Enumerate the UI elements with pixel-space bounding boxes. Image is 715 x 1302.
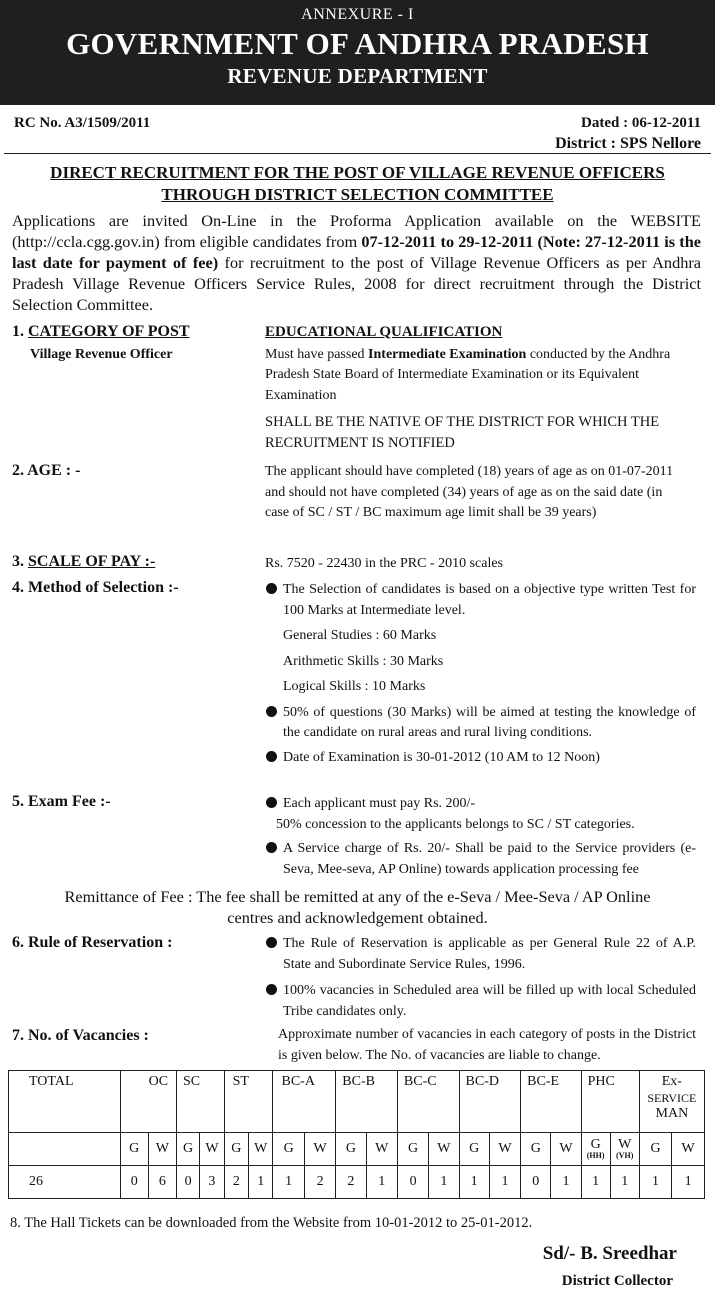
fee-details bbox=[266, 794, 696, 880]
bullet-icon bbox=[266, 706, 277, 717]
vacancy-values-row bbox=[9, 1166, 705, 1199]
reservation-bullet-2-text: 100% vacancies in Scheduled area will be filled up with local Scheduled Tribe candidates only. bbox=[283, 983, 696, 1019]
method-bullet-2 bbox=[266, 703, 696, 744]
w-label: W bbox=[551, 1133, 581, 1166]
w-label: W bbox=[366, 1133, 397, 1166]
intro-paragraph bbox=[12, 210, 701, 315]
fee-label: 5. Exam Fee :- bbox=[12, 793, 111, 810]
st-w: 1 bbox=[249, 1166, 273, 1199]
w-label: W bbox=[429, 1133, 459, 1166]
category-label bbox=[12, 322, 190, 344]
edu-heading: EDUCATIONAL QUALIFICATION bbox=[265, 324, 503, 340]
method-bullet-1 bbox=[266, 580, 696, 621]
signature-title: District Collector bbox=[561, 1273, 673, 1289]
bc-e-w: 1 bbox=[551, 1166, 581, 1199]
header-ex-serviceman bbox=[639, 1071, 704, 1133]
bullet-icon bbox=[266, 583, 277, 594]
header-phc: PHC bbox=[581, 1071, 639, 1133]
bullet-icon bbox=[266, 984, 277, 995]
pay-heading: SCALE OF PAY :- bbox=[28, 553, 156, 570]
marks-arithmetic: Arithmetic Skills : 30 Marks bbox=[283, 653, 444, 669]
department-title: REVENUE DEPARTMENT bbox=[227, 64, 488, 88]
g-label: G bbox=[521, 1133, 551, 1166]
notification-title bbox=[0, 162, 715, 206]
remittance-line-2: centres and acknowledgement obtained. bbox=[227, 908, 488, 927]
reservation-bullet-1-text: The Rule of Reservation is applicable as per General Rule 22 of A.P. State and Subordinate Service Rules, 1996. bbox=[283, 936, 696, 972]
fee-bullet-1 bbox=[266, 794, 696, 815]
w-label: W bbox=[249, 1133, 273, 1166]
man-label: MAN bbox=[655, 1106, 689, 1121]
header-oc: OC bbox=[120, 1071, 176, 1133]
g-label: G bbox=[397, 1133, 428, 1166]
hall-tickets-note: 8. The Hall Tickets can be downloaded from the Website from 10-01-2012 to 25-01-2012. bbox=[10, 1215, 533, 1231]
age-text: The applicant should have completed (18) years of age as on 01-07-2011 and should not have completed (34) years of age as on the said date (in case of SC / ST / BC maximum age limit shall be 39 years) bbox=[265, 464, 674, 520]
w-label: W bbox=[200, 1133, 224, 1166]
g-label: G bbox=[590, 1137, 601, 1152]
edu-text bbox=[265, 345, 695, 407]
g-label: G bbox=[120, 1133, 148, 1166]
header-bc-e: BC-E bbox=[521, 1071, 581, 1133]
reservation-bullet-1 bbox=[266, 934, 696, 975]
intro-text-2: for recruitment to the post of Village Revenue Officers as per Andhra Pradesh Village Revenue Officers Service Rules, 2008 for direct recruitment through the District Selection Committee. bbox=[12, 253, 701, 314]
title-line-1: DIRECT RECRUITMENT FOR THE POST OF VILLAGE REVENUE OFFICERS bbox=[50, 163, 665, 182]
fee-concession: 50% concession to the applicants belongs to SC / ST categories. bbox=[276, 816, 635, 832]
header-bc-a: BC-A bbox=[273, 1071, 336, 1133]
g-label: G bbox=[459, 1133, 489, 1166]
vh-label: (VH) bbox=[616, 1151, 634, 1160]
bc-b-g: 2 bbox=[336, 1166, 366, 1199]
ex-label: Ex- bbox=[661, 1074, 682, 1089]
bc-a-w: 2 bbox=[304, 1166, 335, 1199]
reservation-label: 6. Rule of Reservation : bbox=[12, 934, 173, 951]
sc-w: 3 bbox=[200, 1166, 224, 1199]
age-label: 2. AGE : - bbox=[12, 462, 81, 479]
w-label: W bbox=[148, 1133, 176, 1166]
g-label: G bbox=[336, 1133, 366, 1166]
header-bc-b: BC-B bbox=[336, 1071, 398, 1133]
bc-d-w: 1 bbox=[489, 1166, 520, 1199]
reservation-bullet-2 bbox=[266, 981, 696, 1022]
w-label: W bbox=[618, 1137, 632, 1152]
phc-g: 1 bbox=[581, 1166, 610, 1199]
edu-text-2: conducted by the Andhra Pradesh State Board of Intermediate Examination or its Equivalent Examination bbox=[265, 346, 671, 403]
method-label: 4. Method of Selection :- bbox=[12, 579, 179, 596]
phc-w: 1 bbox=[610, 1166, 639, 1199]
rc-number: RC No. A3/1509/2011 bbox=[14, 115, 151, 131]
g-label: G bbox=[273, 1133, 304, 1166]
vacancies-text: Approximate number of vacancies in each category of posts in the District is given below. The No. of vacancies are liable to change. bbox=[278, 1027, 696, 1063]
vacancy-table bbox=[8, 1070, 705, 1199]
w-label: W bbox=[304, 1133, 335, 1166]
header-total: TOTAL bbox=[9, 1071, 121, 1133]
bullet-icon bbox=[266, 842, 277, 853]
st-g: 2 bbox=[224, 1166, 248, 1199]
bullet-icon bbox=[266, 751, 277, 762]
method-bullet-3-text: Date of Examination is 30-01-2012 (10 AM to 12 Noon) bbox=[283, 749, 600, 765]
method-bullet-2-text: 50% of questions (30 Marks) will be aimed at testing the knowledge of the candidate on rural areas and rural living conditions. bbox=[283, 704, 696, 740]
category-heading: CATEGORY OF POST bbox=[28, 323, 190, 340]
g-label: G bbox=[176, 1133, 199, 1166]
reference-row bbox=[4, 105, 711, 154]
gender-blank bbox=[9, 1133, 121, 1166]
ex-serviceman-g: 1 bbox=[639, 1166, 672, 1199]
bc-e-g: 0 bbox=[521, 1166, 551, 1199]
marks-logical: Logical Skills : 10 Marks bbox=[283, 679, 426, 694]
method-bullet-1-text: The Selection of candidates is based on a objective type written Test for 100 Marks at Intermediate level. bbox=[283, 582, 696, 618]
header-sc: SC bbox=[176, 1071, 224, 1133]
total-value: 26 bbox=[9, 1166, 121, 1199]
category-number: 1. bbox=[12, 323, 28, 340]
edu-text-1: Must have passed bbox=[265, 346, 369, 362]
pay-label bbox=[12, 552, 155, 574]
intro-dates: 07-12-2011 to 29-12-2011 (Note: 27-12-2011 is the last date for payment of fee) bbox=[12, 232, 701, 272]
signature-name: Sd/- B. Sreedhar bbox=[542, 1243, 677, 1264]
pay-text: Rs. 7520 - 22430 in the PRC - 2010 scales bbox=[265, 556, 503, 571]
oc-w: 6 bbox=[148, 1166, 176, 1199]
bc-c-w: 1 bbox=[429, 1166, 459, 1199]
annexure-label: ANNEXURE - I bbox=[301, 6, 414, 23]
ex-serviceman-w: 1 bbox=[672, 1166, 705, 1199]
government-title: GOVERNMENT OF ANDHRA PRADESH bbox=[66, 26, 649, 61]
service-label: SERVICE bbox=[647, 1091, 697, 1105]
w-label: W bbox=[489, 1133, 520, 1166]
pay-number: 3. bbox=[12, 553, 28, 570]
remittance-line-1: Remittance of Fee : The fee shall be remitted at any of the e-Seva / Mee-Seva / AP Online bbox=[64, 887, 651, 906]
fee-bullet-1-text: Each applicant must pay Rs. 200/- bbox=[283, 796, 476, 811]
bc-d-g: 1 bbox=[459, 1166, 489, 1199]
title-line-2: THROUGH DISTRICT SELECTION COMMITTEE bbox=[161, 185, 554, 204]
phc-hh bbox=[581, 1133, 610, 1166]
method-bullet-3 bbox=[266, 748, 696, 769]
oc-g: 0 bbox=[120, 1166, 148, 1199]
bc-a-g: 1 bbox=[273, 1166, 304, 1199]
method-details bbox=[266, 580, 696, 768]
bc-b-w: 1 bbox=[366, 1166, 397, 1199]
edu-text-bold: Intermediate Examination bbox=[368, 346, 527, 362]
reservation-details bbox=[266, 934, 696, 1022]
marks-general: General Studies : 60 Marks bbox=[283, 628, 437, 643]
header-bc-c: BC-C bbox=[397, 1071, 459, 1133]
remittance-note bbox=[0, 886, 715, 928]
bullet-icon bbox=[266, 797, 277, 808]
sc-g: 0 bbox=[176, 1166, 199, 1199]
educational-qualification bbox=[265, 322, 695, 453]
intro-text-1: Applications are invited On-Line in the Proforma Application available on the WEBSITE (http://ccla.cgg.gov.in) from eligible candidates from bbox=[12, 211, 701, 251]
bc-c-g: 0 bbox=[397, 1166, 428, 1199]
vacancies-label: 7. No. of Vacancies : bbox=[12, 1027, 149, 1044]
header-st: ST bbox=[224, 1071, 273, 1133]
hh-label: (HH) bbox=[586, 1151, 605, 1160]
header-banner bbox=[0, 0, 715, 105]
dated: Dated : 06-12-2011 bbox=[581, 115, 701, 131]
gender-row bbox=[9, 1133, 705, 1166]
header-bc-d: BC-D bbox=[459, 1071, 521, 1133]
bullet-icon bbox=[266, 937, 277, 948]
native-requirement: SHALL BE THE NATIVE OF THE DISTRICT FOR WHICH THE RECRUITMENT IS NOTIFIED bbox=[265, 414, 660, 451]
table-header-row bbox=[9, 1071, 705, 1133]
fee-bullet-2-text: A Service charge of Rs. 20/- Shall be paid to the Service providers (e-Seva, Mee-seva, AP Online) towards application processing fee bbox=[283, 841, 696, 877]
district: District : SPS Nellore bbox=[555, 135, 701, 152]
g-label: G bbox=[639, 1133, 672, 1166]
w-label: W bbox=[672, 1133, 705, 1166]
post-name: Village Revenue Officer bbox=[30, 347, 173, 362]
fee-bullet-2 bbox=[266, 839, 696, 880]
phc-vh bbox=[610, 1133, 639, 1166]
g-label: G bbox=[224, 1133, 248, 1166]
